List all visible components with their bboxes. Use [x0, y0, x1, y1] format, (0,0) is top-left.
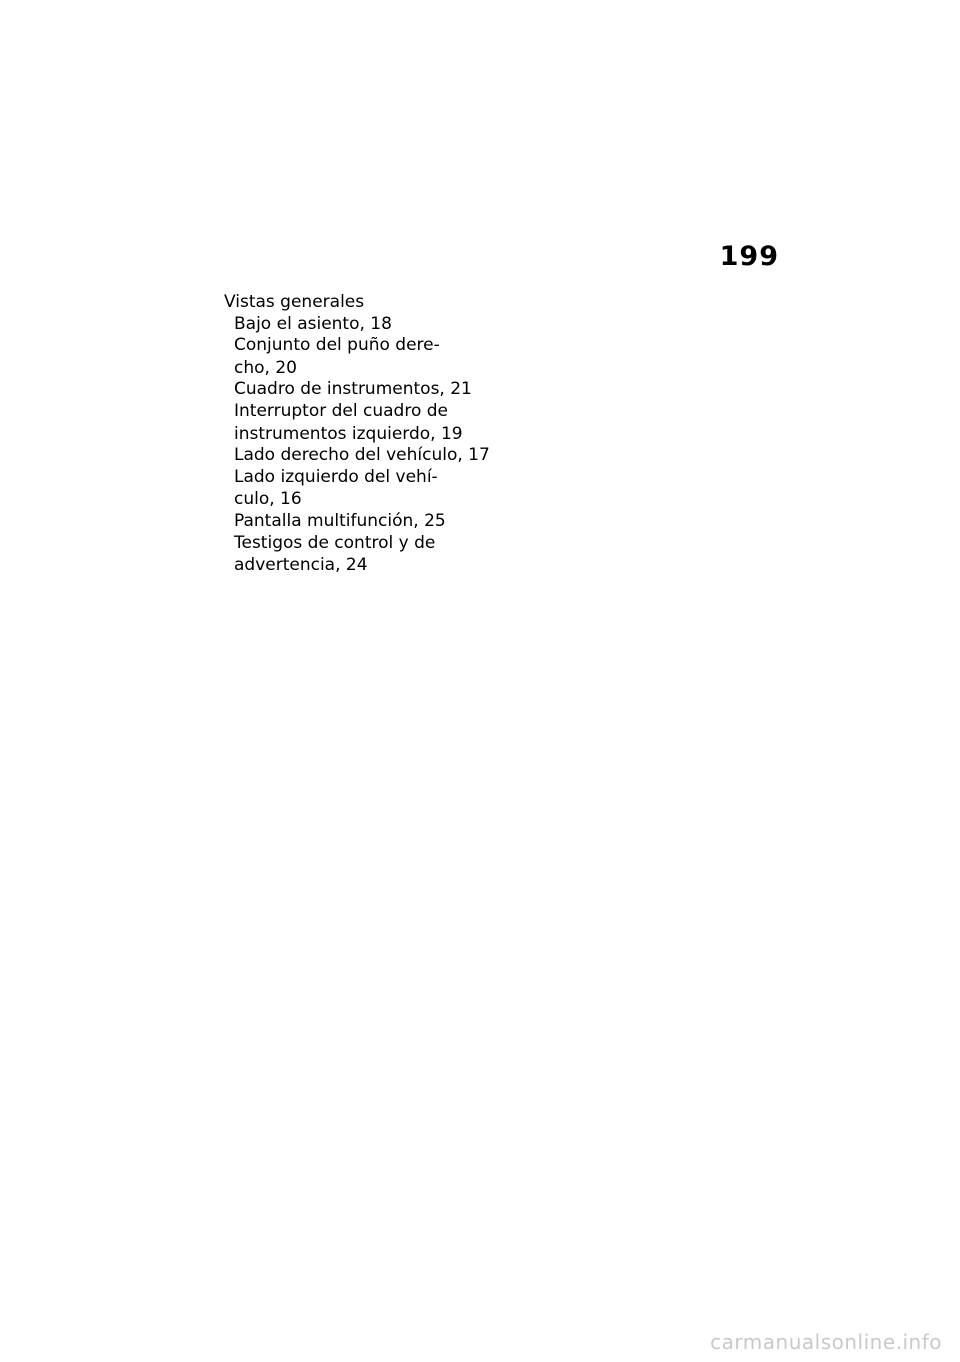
- index-entry-line-continuation: instrumentos izquierdo, 19: [234, 423, 463, 444]
- index-entry-puno-derecho[interactable]: [224, 335, 524, 379]
- index-entry-line: Conjunto del puño dere-: [234, 335, 440, 356]
- index-entry-line: Bajo el asiento, 18: [234, 313, 392, 334]
- index-entry-line: Interruptor del cuadro de: [234, 400, 448, 421]
- index-entry-line: Testigos de control y de: [234, 532, 436, 553]
- index-entry-bajo-asiento[interactable]: [224, 314, 524, 336]
- index-entry-line: Lado derecho del vehículo, 17: [234, 445, 490, 466]
- index-block: [224, 292, 524, 577]
- index-entry-line: Lado izquierdo del vehí-: [234, 466, 438, 487]
- index-entry-line-continuation: advertencia, 24: [234, 555, 368, 576]
- index-entry-line: Cuadro de instrumentos, 21: [234, 379, 472, 400]
- watermark: carmanualsonline.info: [710, 1330, 942, 1354]
- index-entry-lado-derecho[interactable]: [224, 445, 524, 467]
- index-entry-interruptor-cuadro[interactable]: [224, 401, 524, 445]
- index-subentries: [224, 314, 524, 577]
- index-entry-pantalla-multifuncion[interactable]: [224, 511, 524, 533]
- index-heading: Vistas generales: [224, 292, 365, 312]
- index-entry-cuadro-instrumentos[interactable]: [224, 379, 524, 401]
- index-entry-lado-izquierdo[interactable]: [224, 467, 524, 511]
- index-entry-testigos-control[interactable]: [224, 533, 524, 577]
- index-entry-line-continuation: culo, 16: [234, 489, 302, 510]
- index-entry-line-continuation: cho, 20: [234, 357, 297, 378]
- page-number: 199: [719, 241, 779, 272]
- index-entry-line: Pantalla multifunción, 25: [234, 510, 446, 531]
